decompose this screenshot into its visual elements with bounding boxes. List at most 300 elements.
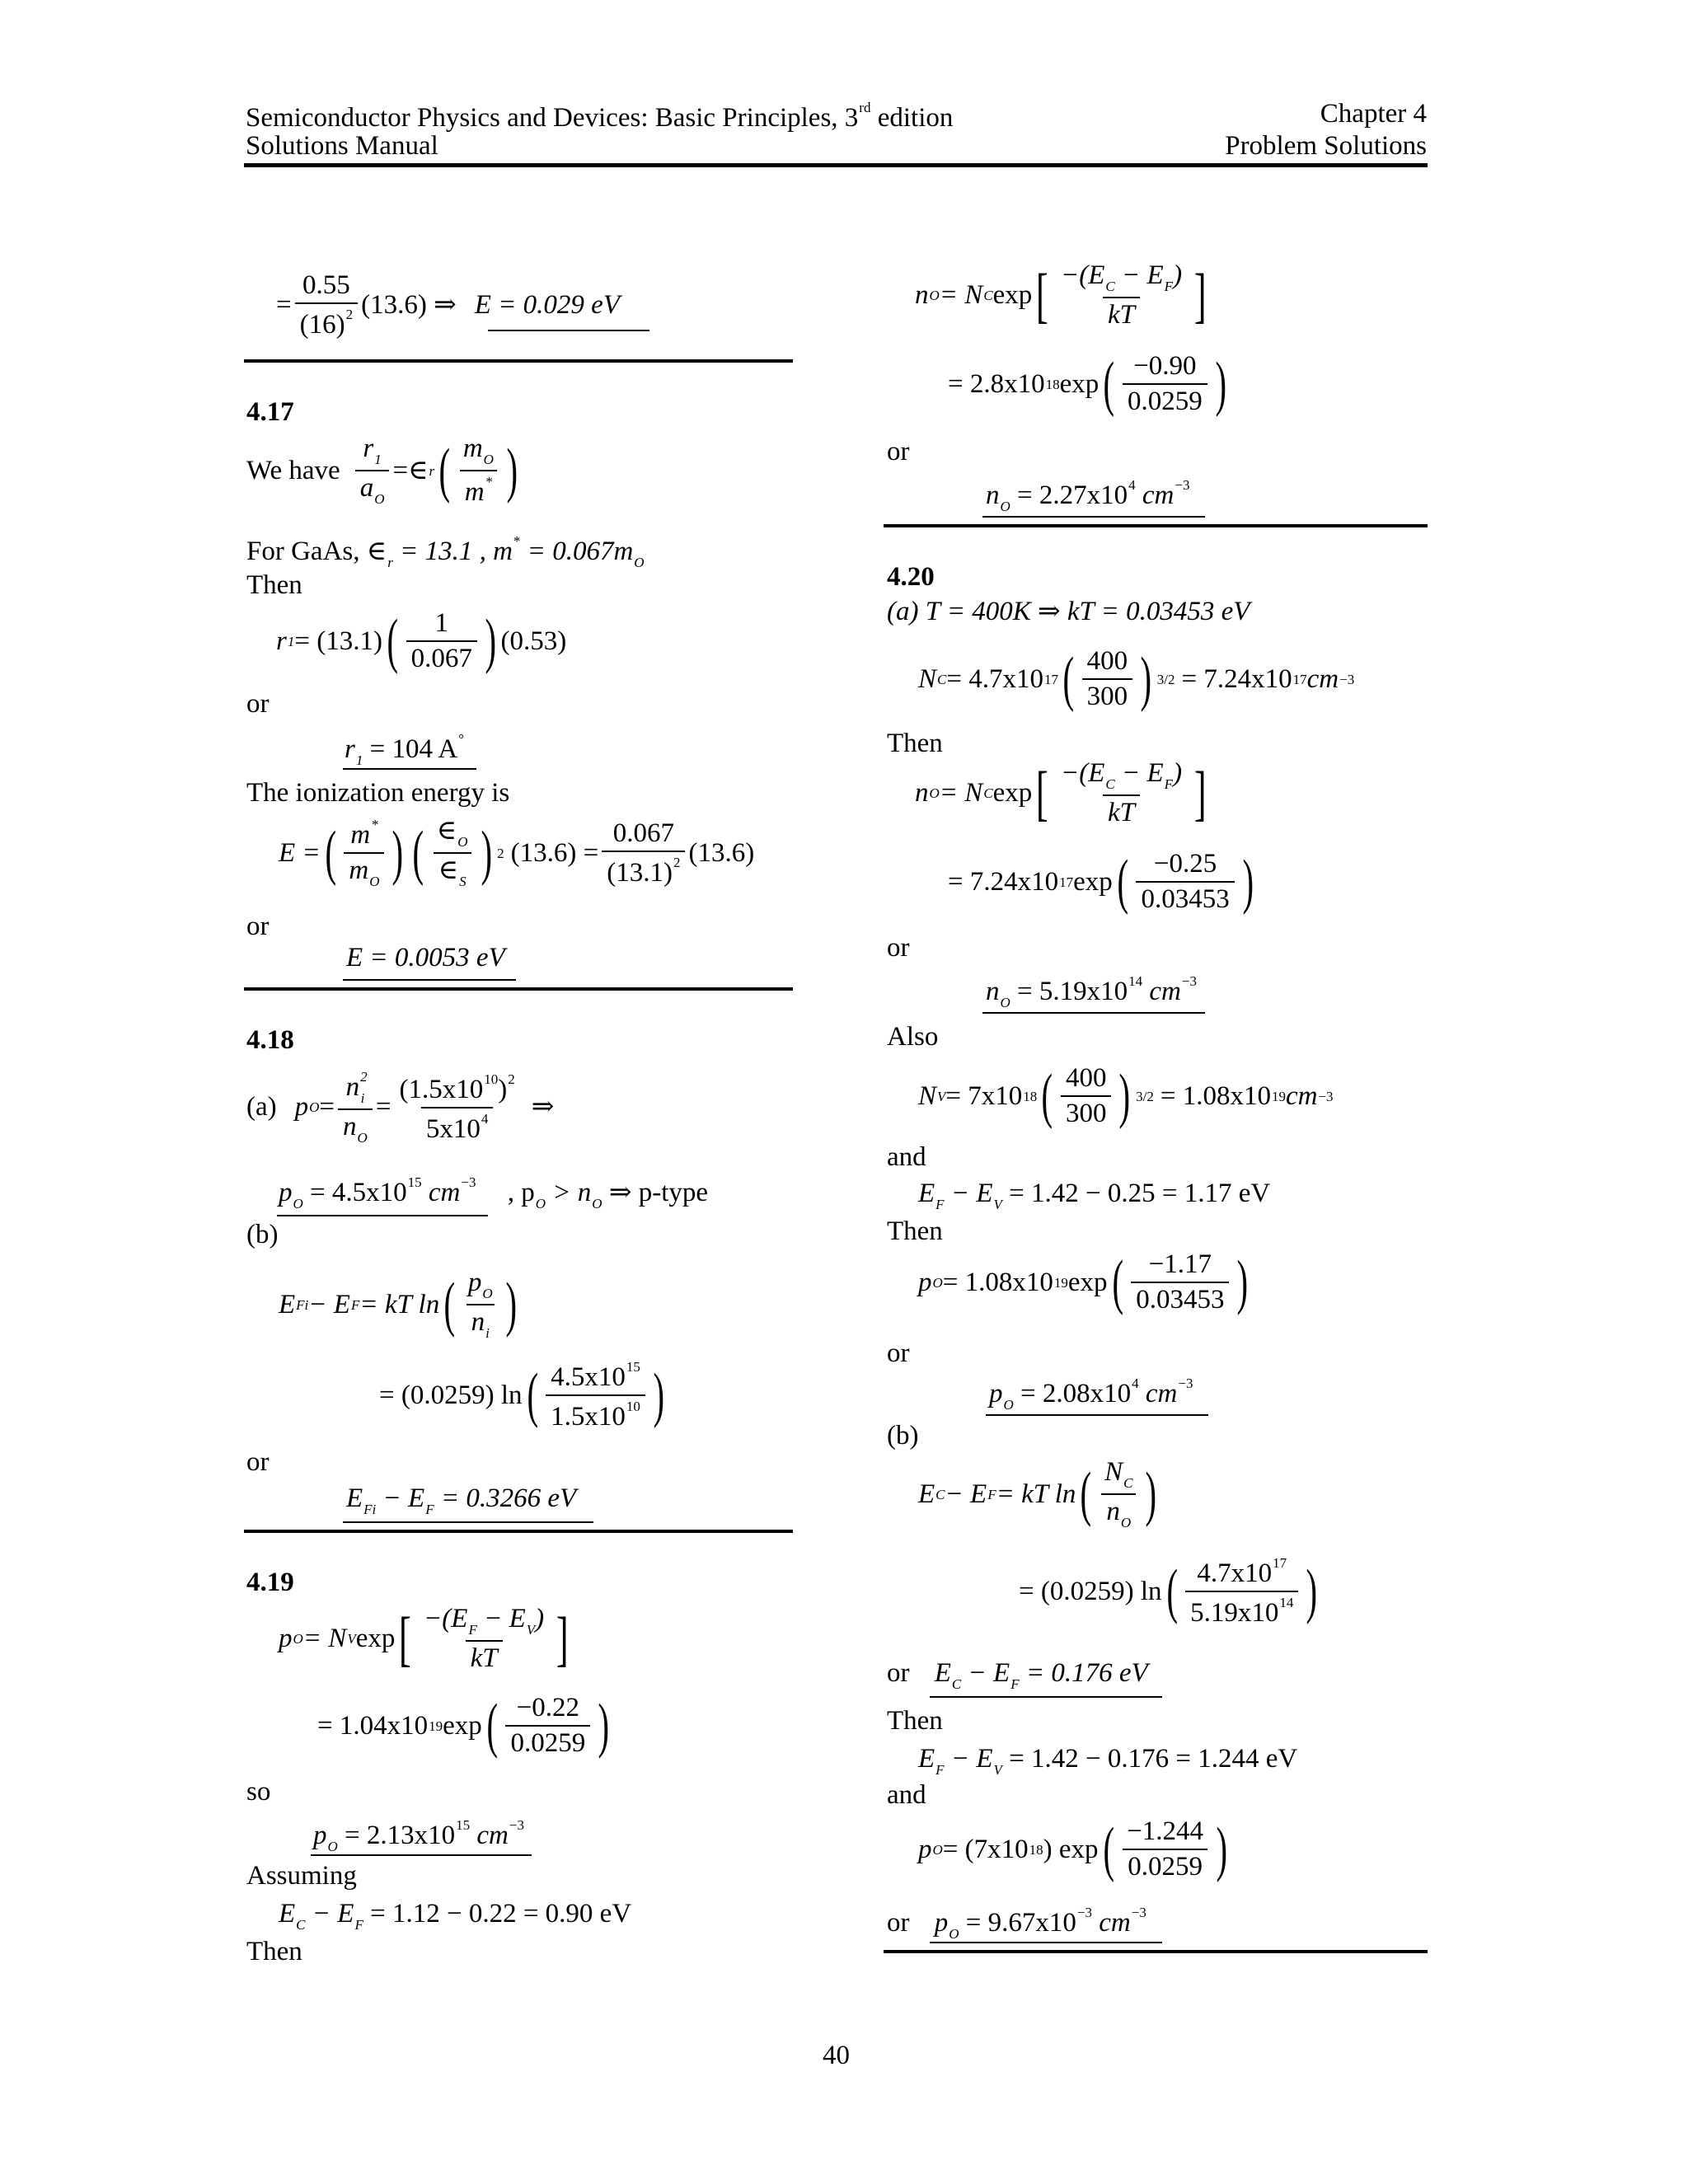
frac-num-sub2: F xyxy=(1164,279,1174,294)
p418-result-underline xyxy=(343,1521,593,1523)
n0-res: n xyxy=(986,977,1000,1006)
section-divider xyxy=(244,987,793,991)
implies: ⇒ xyxy=(531,1092,555,1122)
p416-tail-equation xyxy=(276,272,620,339)
paren-open: ( xyxy=(412,819,424,887)
ratio-num xyxy=(358,435,386,470)
header-title-edition: edition xyxy=(870,103,954,133)
result-sub: O xyxy=(327,1839,338,1854)
ln-fraction xyxy=(463,1269,498,1340)
section-divider xyxy=(884,1950,1428,1953)
ln2-fraction xyxy=(1185,1556,1298,1627)
nv-sup: 18 xyxy=(1023,1088,1038,1104)
eps-sub: r xyxy=(429,462,435,479)
f-num-close: ) xyxy=(1173,758,1183,788)
p418-b-equation xyxy=(279,1269,521,1340)
f-num-sub: C xyxy=(1105,776,1115,792)
ln-num-sub: C xyxy=(1123,1475,1133,1491)
mid-text: (13.6) ⇒ xyxy=(361,290,457,320)
ln2-den xyxy=(1185,1591,1298,1627)
ecef-sub2: F xyxy=(1010,1676,1020,1692)
p417-ionization-text: The ionization energy is xyxy=(246,778,510,808)
l2-sup: 17 xyxy=(1059,874,1074,890)
paren-open: ( xyxy=(438,437,451,504)
line2-den-text: 1.5x10 xyxy=(551,1402,626,1432)
ec-sub2: F xyxy=(354,1917,363,1933)
p420-or-1: or xyxy=(887,933,910,963)
ln2-pre: = (0.0259) ln xyxy=(1019,1576,1162,1606)
line2-num: −0.22 xyxy=(516,1693,579,1722)
eq-eps: =∈ xyxy=(392,455,429,485)
line2-fraction xyxy=(1123,353,1207,415)
temp-ratio-fraction xyxy=(1061,1065,1112,1127)
l2-exp: exp xyxy=(1073,866,1113,897)
line2-fraction xyxy=(505,1694,590,1757)
result-ef-sub: F xyxy=(425,1502,434,1517)
exp-num xyxy=(419,1605,549,1640)
frac-num-text: −(E xyxy=(424,1604,468,1633)
n0-res-unit: cm xyxy=(1142,977,1181,1006)
header-rule xyxy=(244,163,1428,167)
paren-close: ) xyxy=(1306,1558,1318,1625)
n0-sub: O xyxy=(929,288,940,303)
line2-den-sup: 10 xyxy=(626,1399,640,1414)
p0-res-val: = 2.08x10 xyxy=(1013,1379,1132,1408)
r-pow: 3/2 xyxy=(1156,671,1175,687)
p420-p0-line-2 xyxy=(918,1818,1232,1881)
n0-text: n xyxy=(915,778,929,808)
line2-exp: exp xyxy=(443,1710,482,1741)
p419-n0-equation xyxy=(915,262,1211,329)
E-square: 2 xyxy=(497,845,504,861)
p420-and-1: and xyxy=(887,1142,926,1172)
p0-num: −1.17 xyxy=(1148,1249,1212,1279)
efev-text: E xyxy=(918,1744,935,1774)
fraction-den xyxy=(295,302,358,339)
problem-number-4-19: 4.19 xyxy=(246,1568,294,1597)
paren-close: ) xyxy=(1216,1816,1228,1883)
p02-res-unit: cm xyxy=(1092,1908,1131,1938)
E-num-fraction xyxy=(602,820,685,887)
ef-val: = 1.42 − 0.25 = 1.17 eV xyxy=(1001,1179,1271,1208)
r-text: r xyxy=(363,434,374,463)
line2-den xyxy=(546,1394,645,1431)
for-gaas-end-sub: O xyxy=(634,555,645,570)
p0-result-sub: O xyxy=(293,1196,303,1212)
ni-text: n xyxy=(345,1072,360,1102)
bracket-open: [ xyxy=(1036,759,1049,827)
p419-n0-result xyxy=(986,478,1189,513)
ln2-num-sup: 17 xyxy=(1273,1555,1287,1571)
r-num: 400 xyxy=(1065,1063,1107,1093)
frac-num-mid: − E xyxy=(476,1604,526,1633)
p419-p0-equation xyxy=(279,1605,573,1672)
eq-nc2: = N xyxy=(939,778,983,808)
p420-ec-ef-ln-line xyxy=(918,1459,1161,1530)
paren-open: ( xyxy=(1117,848,1128,916)
minus-ef: − E xyxy=(308,1289,350,1319)
p418-or: or xyxy=(246,1447,270,1477)
p02-den: 0.0259 xyxy=(1123,1849,1207,1881)
ec-sub: C xyxy=(296,1917,306,1933)
ni-value-fraction xyxy=(394,1072,519,1143)
p420-part-b: (b) xyxy=(887,1421,919,1451)
den2-sup: 4 xyxy=(481,1110,489,1127)
paren-close: ) xyxy=(1242,848,1254,916)
ec-val: = 1.12 − 0.22 = 0.90 eV xyxy=(363,1899,632,1929)
p0-den: 0.03453 xyxy=(1131,1282,1229,1314)
r-num: 400 xyxy=(1086,646,1128,676)
ni-fraction xyxy=(338,1070,373,1145)
ni-value-den xyxy=(421,1107,494,1143)
header-title xyxy=(246,101,953,132)
p02-close: ) exp xyxy=(1043,1834,1099,1864)
p420-n0-underline xyxy=(982,1012,1205,1014)
fraction xyxy=(295,272,358,339)
line2-num: −0.90 xyxy=(1133,351,1197,381)
n0-sub: O xyxy=(929,785,940,801)
ecef-text: E xyxy=(934,1658,951,1688)
efi-text: E xyxy=(279,1289,296,1319)
nc-val-sup: 17 xyxy=(1292,671,1307,687)
a-sub: O xyxy=(374,491,385,507)
line2-num-sup: 15 xyxy=(626,1359,640,1375)
p417-E-equation xyxy=(279,818,754,888)
nc-sup: 17 xyxy=(1043,671,1058,687)
p420-p0-result xyxy=(989,1376,1193,1412)
p419-line2 xyxy=(317,1692,614,1760)
fraction-num: 0.55 xyxy=(302,270,350,300)
E-frac-den xyxy=(602,851,685,887)
exp-text: exp xyxy=(992,778,1033,808)
p420-n0-equation xyxy=(915,760,1211,827)
p0-result: p xyxy=(279,1178,293,1207)
r1-lhs-sub: 1 xyxy=(287,633,295,649)
paren-close: ) xyxy=(1215,350,1226,418)
line2-sup: 19 xyxy=(429,1718,443,1734)
ni-sub: i xyxy=(360,1090,365,1106)
E-e-den-sub: S xyxy=(459,874,467,889)
header-title-sup: rd xyxy=(859,100,871,115)
eq-nc: = N xyxy=(939,280,983,310)
nc2-sub: C xyxy=(983,785,993,801)
r1-result-sub: 1 xyxy=(355,752,363,768)
m-text: m xyxy=(462,434,483,463)
p417-r1-equation xyxy=(276,607,567,675)
angstrom-ring: ° xyxy=(458,731,465,747)
paren-open: ( xyxy=(1103,350,1115,418)
ln-num-text: p xyxy=(467,1268,482,1297)
result-efi: E xyxy=(346,1483,363,1513)
p417-r1-result xyxy=(345,732,464,767)
p417-then: Then xyxy=(246,570,302,600)
p417-E-result: E = 0.0053 eV xyxy=(346,943,505,972)
p02-sub: O xyxy=(932,1841,943,1858)
r1-result-val: = 104 A xyxy=(363,734,458,764)
nc-sub: C xyxy=(937,671,947,687)
p420-ec-ef-result xyxy=(887,1660,1148,1691)
line2-num-text: 4.5x10 xyxy=(551,1362,626,1392)
ln-num xyxy=(1100,1459,1137,1493)
paren-open: ( xyxy=(1166,1558,1178,1625)
paren-close: ) xyxy=(392,819,404,887)
p418-b-line2 xyxy=(379,1360,669,1431)
p419-then: Then xyxy=(246,1937,302,1966)
result-p: p xyxy=(313,1821,327,1850)
f-num-mid: − E xyxy=(1114,758,1164,788)
p420-and-2: and xyxy=(887,1780,926,1810)
line2-pre: = (0.0259) ln xyxy=(379,1380,523,1410)
p02-res-sup: −3 xyxy=(1076,1905,1092,1920)
paren-open: ( xyxy=(1112,1249,1123,1316)
paren-close: ) xyxy=(653,1361,665,1429)
bracket-close: ] xyxy=(556,1605,569,1673)
E-result-underline xyxy=(343,979,516,981)
ef-sub: F xyxy=(935,1197,945,1212)
E-e-sub: O xyxy=(457,834,468,850)
p420-or-2: or xyxy=(887,1338,910,1368)
r1-fraction xyxy=(406,610,477,673)
E-mass-den xyxy=(344,852,384,888)
for-gaas-sub: r xyxy=(387,555,393,570)
line2-fraction xyxy=(546,1360,645,1431)
exp-fraction xyxy=(1056,760,1187,827)
line2-text: = 1.04x10 xyxy=(317,1710,429,1741)
problem-number-4-20: 4.20 xyxy=(887,562,935,592)
l2-num: −0.25 xyxy=(1153,849,1217,879)
paren-close: ) xyxy=(598,1692,610,1760)
mass-fraction xyxy=(458,435,499,506)
r1-tail: (0.53) xyxy=(500,626,567,656)
for-gaas-sup: * xyxy=(513,533,521,549)
ptype-text: ⇒ p-type xyxy=(602,1178,709,1207)
E-e-den: ∈ xyxy=(438,855,459,885)
mass-den xyxy=(460,470,497,506)
p02-res-unit-sup: −3 xyxy=(1131,1905,1146,1920)
p420-p0-line xyxy=(918,1251,1253,1314)
r-den: 300 xyxy=(1082,678,1133,710)
we-have-text: We have xyxy=(246,455,340,485)
p420-ln-line2 xyxy=(1019,1556,1322,1627)
paren-open: ( xyxy=(1103,1816,1114,1883)
for-gaas-end: = 0.067m xyxy=(520,537,634,566)
header-title-text: Semiconductor Physics and Devices: Basic Principles, 3 xyxy=(246,103,859,133)
nv-sub: V xyxy=(937,1088,946,1104)
mass-num xyxy=(458,435,499,470)
p02-res-underline xyxy=(930,1942,1162,1943)
r1-eq: = (13.1) xyxy=(294,626,382,656)
result-sub: O xyxy=(1000,499,1010,514)
num2-sq: 2 xyxy=(508,1071,515,1087)
E-m-sup: * xyxy=(371,817,378,832)
E-mid: (13.6) = xyxy=(510,837,599,868)
nc-eq: = 4.7x10 xyxy=(946,663,1043,694)
paren-close: ) xyxy=(1237,1249,1249,1316)
ln2-num xyxy=(1192,1556,1292,1591)
paren-close: ) xyxy=(481,819,492,887)
f-num-sub2: F xyxy=(1164,776,1174,792)
p0-text: p xyxy=(918,1267,932,1297)
p417-or-1: or xyxy=(246,689,270,719)
ln-num-text: N xyxy=(1104,1457,1123,1487)
p0-text: p xyxy=(279,1624,293,1653)
paren-open: ( xyxy=(1080,1460,1092,1528)
p0-sub: O xyxy=(293,1631,303,1647)
or-4: or xyxy=(887,1908,910,1938)
E-eps-den xyxy=(434,852,471,888)
nv-unit-sup: −3 xyxy=(1318,1088,1334,1104)
E-mass-fraction xyxy=(344,818,384,888)
p419-ec-line xyxy=(279,1900,631,1932)
bracket-open: [ xyxy=(1036,261,1049,330)
p0-eq: = xyxy=(319,1092,335,1122)
frac-num-mid: − E xyxy=(1114,260,1164,290)
p0-result-unit: cm xyxy=(421,1178,461,1207)
paren-open: ( xyxy=(443,1271,456,1338)
p0-eq: = 1.08x10 xyxy=(942,1267,1053,1297)
section-divider xyxy=(244,1530,793,1533)
eq-nv: = N xyxy=(302,1624,347,1653)
frac-num-close: ) xyxy=(1173,260,1183,290)
ni-value-num xyxy=(394,1072,519,1107)
p02-res: p xyxy=(934,1908,949,1938)
ln-num-sub: O xyxy=(482,1286,493,1301)
E-eps-fraction xyxy=(432,818,473,888)
p0-res-unit-sup: −3 xyxy=(1178,1376,1193,1391)
paren-close: ) xyxy=(505,1271,517,1338)
result-val: = 2.27x10 xyxy=(1010,480,1128,510)
exp-text: exp xyxy=(992,280,1033,310)
p0-exp: exp xyxy=(1067,1267,1108,1297)
n0-text: n xyxy=(915,280,929,310)
p418-result xyxy=(346,1485,576,1516)
problem-number-4-17: 4.17 xyxy=(246,397,294,427)
p417-or-2: or xyxy=(246,912,270,941)
p0-sup: 19 xyxy=(1053,1274,1068,1291)
ln-den-text: n xyxy=(471,1307,485,1337)
efev-sub2: V xyxy=(993,1762,1002,1778)
p419-so: so xyxy=(246,1777,271,1807)
ln2-den-sup: 14 xyxy=(1279,1595,1294,1610)
num2-text: (1.5x10 xyxy=(399,1074,484,1104)
p420-n0-line2 xyxy=(948,848,1258,916)
l2-fraction xyxy=(1136,851,1234,913)
E-frac-num: 0.067 xyxy=(612,818,674,848)
ln2-num-text: 4.7x10 xyxy=(1197,1558,1273,1588)
paren-close: ) xyxy=(1140,645,1152,713)
result-val: = 2.13x10 xyxy=(337,1821,456,1850)
eq2: = xyxy=(375,1092,392,1122)
p419-n0-underline xyxy=(982,516,1205,518)
r1-frac-den: 0.067 xyxy=(406,640,477,673)
p02-res-sub: O xyxy=(949,1926,959,1942)
p0-sub: O xyxy=(932,1274,943,1291)
E-frac-den-text: (13.1) xyxy=(607,857,673,888)
ec-text: E xyxy=(279,1899,296,1929)
paren-open: ( xyxy=(486,1692,498,1760)
p0-res-sub: O xyxy=(1003,1397,1014,1413)
paren-close: ) xyxy=(506,437,518,504)
p0-result-sup: 15 xyxy=(407,1174,422,1190)
paren-open: ( xyxy=(1041,1062,1053,1130)
frac-num-close: ) xyxy=(535,1604,545,1633)
p0-text: p xyxy=(294,1092,309,1122)
p0-sub: O xyxy=(309,1099,320,1115)
bracket-close: ] xyxy=(1193,261,1207,330)
exp-den: kT xyxy=(1103,297,1140,329)
temp-ratio-fraction xyxy=(1082,648,1133,710)
efev-sub: F xyxy=(935,1762,945,1778)
f-num-text: −(E xyxy=(1060,758,1105,788)
m-den-text: m xyxy=(464,477,485,507)
nc-val: = 7.24x10 xyxy=(1181,663,1292,694)
exp-num xyxy=(1056,760,1187,794)
p02-num: −1.244 xyxy=(1127,1816,1204,1846)
E-m-den-sub: O xyxy=(369,874,380,889)
p420-ef-ev-line xyxy=(918,1180,1270,1212)
p0-res-sup: 4 xyxy=(1132,1376,1139,1391)
n0-den xyxy=(338,1108,373,1145)
n0-res-val: = 5.19x10 xyxy=(1010,977,1128,1006)
p419-result-underline xyxy=(311,1854,532,1856)
p02-text: p xyxy=(918,1834,932,1864)
gt-text: > n xyxy=(546,1178,592,1207)
r1-frac-num: 1 xyxy=(434,608,448,638)
header-problem-solutions: Problem Solutions xyxy=(1225,131,1427,161)
paren-open: ( xyxy=(325,819,336,887)
p419-n0-line2 xyxy=(948,350,1231,418)
result-n: n xyxy=(986,480,1000,510)
paren-open: ( xyxy=(387,607,399,675)
den2-text: 5x10 xyxy=(425,1113,481,1144)
result-sup: 15 xyxy=(456,1817,471,1833)
m-den-sup: * xyxy=(485,474,493,490)
exp-den: kT xyxy=(466,1640,503,1672)
num2-close: ) xyxy=(498,1074,508,1104)
exp-fraction xyxy=(1056,262,1187,329)
den-text: (16) xyxy=(299,310,345,340)
header-subtitle: Solutions Manual xyxy=(246,131,438,161)
r-sub: 1 xyxy=(374,452,382,467)
a-text: a xyxy=(359,473,374,503)
ln2-den-text: 5.19x10 xyxy=(1190,1598,1279,1628)
E-m-text: m xyxy=(350,820,371,850)
p420-then-1: Then xyxy=(887,729,943,758)
p419-or: or xyxy=(887,437,910,466)
p02-fraction xyxy=(1122,1818,1208,1881)
frac-num-sub: F xyxy=(468,1622,477,1638)
E-e-text: ∈ xyxy=(436,816,457,846)
p420-nc-line xyxy=(918,645,1355,713)
paren-close: ) xyxy=(1118,1062,1131,1130)
p418-p0-result-line xyxy=(279,1175,708,1211)
E-eps-num xyxy=(432,818,473,852)
p420-then-2: Then xyxy=(887,1216,943,1246)
result-val: = 0.3266 eV xyxy=(434,1483,577,1513)
p420-n0-result xyxy=(986,974,1197,1010)
n0-res-sub: O xyxy=(1000,995,1010,1010)
ef-mid: − E xyxy=(944,1179,993,1208)
p418-a-equation xyxy=(246,1070,554,1145)
n0-res-unit-sup: −3 xyxy=(1181,973,1197,989)
or-3: or xyxy=(887,1658,910,1688)
p02-res-val: = 9.67x10 xyxy=(959,1908,1076,1938)
ln-den-sub: O xyxy=(1120,1515,1132,1530)
nc-text: N xyxy=(918,663,937,694)
exp-text: exp xyxy=(355,1624,396,1653)
ef-sub: F xyxy=(350,1296,360,1313)
ef-sub2: V xyxy=(993,1197,1002,1212)
